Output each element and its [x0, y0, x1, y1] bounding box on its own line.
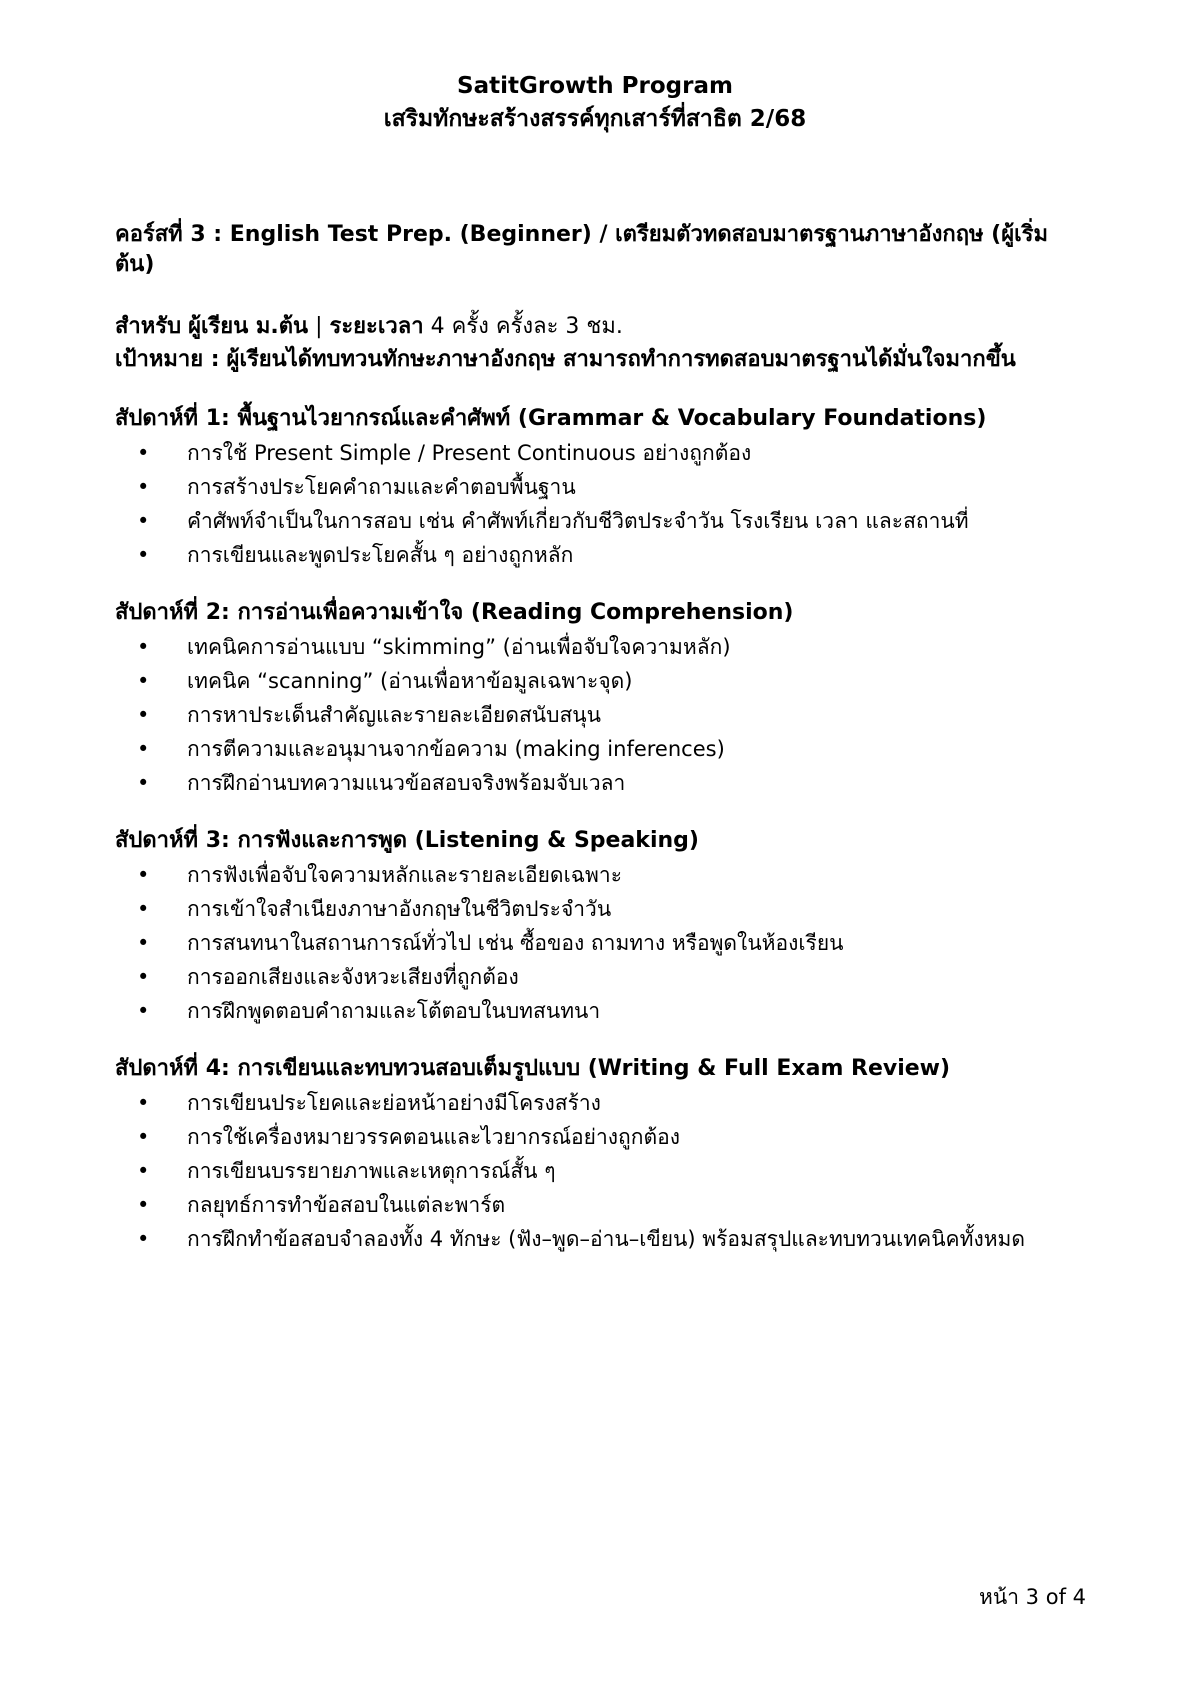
list-item-text: เทคนิค “scanning” (อ่านเพื่อหาข้อมูลเฉพาะจุด): [187, 669, 633, 693]
course-title: คอร์สที่ 3 : English Test Prep. (Beginner) / เตรียมตัวทดสอบมาตรฐานภาษาอังกฤษ (ผู้เริ่มต้น): [115, 222, 1048, 277]
list-item-text: การออกเสียงและจังหวะเสียงที่ถูกต้อง: [187, 965, 519, 989]
goal-label: เป้าหมาย :: [115, 347, 220, 372]
duration-label: ระยะเวลา: [329, 314, 424, 339]
bullet-icon: •: [137, 999, 150, 1023]
goal-value: ผู้เรียนได้ทบทวนทักษะภาษาอังกฤษ สามารถทำการทดสอบมาตรฐานได้มั่นใจมากขึ้น: [226, 347, 1016, 372]
list-item-text: การสนทนาในสถานการณ์ทั่วไป เช่น ซื้อของ ถามทาง หรือพูดในห้องเรียน: [187, 931, 844, 955]
bullet-icon: •: [137, 931, 150, 955]
bullet-icon: •: [137, 863, 150, 887]
bullet-icon: •: [137, 1159, 150, 1183]
week-section: [115, 824, 1075, 1028]
list-item-text: การเข้าใจสำเนียงภาษาอังกฤษในชีวิตประจำวัน: [187, 897, 612, 921]
week-section: [115, 596, 1075, 800]
list-item-text: การใช้เครื่องหมายวรรคตอนและไวยากรณ์อย่างถูกต้อง: [187, 1125, 680, 1149]
list-item: [115, 1120, 1075, 1154]
page-number: หน้า 3 of 4: [979, 1585, 1086, 1609]
list-item: [115, 698, 1075, 732]
program-title: SatitGrowth Program: [457, 73, 733, 99]
list-item: [115, 732, 1075, 766]
list-item-text: การเขียนประโยคและย่อหน้าอย่างมีโครงสร้าง: [187, 1091, 601, 1115]
list-item-text: การฝึกอ่านบทความแนวข้อสอบจริงพร้อมจับเวลา: [187, 771, 626, 795]
list-item: [115, 994, 1075, 1028]
bullet-icon: •: [137, 1227, 150, 1251]
list-item: [115, 926, 1075, 960]
list-item-text: การหาประเด็นสำคัญและรายละเอียดสนับสนุน: [187, 703, 602, 727]
bullet-icon: •: [137, 1125, 150, 1149]
list-item: [115, 1188, 1075, 1222]
week-section: [115, 1052, 1075, 1256]
list-item: [115, 960, 1075, 994]
list-item: [115, 470, 1075, 504]
program-subtitle: เสริมทักษะสร้างสรรค์ทุกเสาร์ที่สาธิต 2/68: [383, 106, 807, 132]
audience-value: ผู้เรียน ม.ต้น: [188, 314, 309, 339]
bullet-icon: •: [137, 441, 150, 465]
duration-value: 4 ครั้ง ครั้งละ 3 ชม.: [430, 314, 623, 339]
list-item-text: คำศัพท์จำเป็นในการสอบ เช่น คำศัพท์เกี่ยวกับชีวิตประจำวัน โรงเรียน เวลา และสถานที่: [187, 509, 969, 533]
week-title: สัปดาห์ที่ 3: การฟังและการพูด (Listening & Speaking): [115, 828, 699, 853]
list-item: [115, 504, 1075, 538]
list-item-text: การฝึกทำข้อสอบจำลองทั้ง 4 ทักษะ (ฟัง–พูด–อ่าน–เขียน) พร้อมสรุปและทบทวนเทคนิคทั้งหมด: [187, 1227, 1026, 1251]
list-item-text: การสร้างประโยคคำถามและคำตอบพื้นฐาน: [187, 475, 576, 499]
list-item: [115, 858, 1075, 892]
list-item-text: การฝึกพูดตอบคำถามและโต้ตอบในบทสนทนา: [187, 999, 601, 1023]
list-item: [115, 538, 1075, 572]
week-topic-list: [115, 630, 1075, 800]
audience-label: สำหรับ: [115, 314, 182, 339]
list-item: [115, 664, 1075, 698]
list-item: [115, 1086, 1075, 1120]
list-item-text: การเขียนบรรยายภาพและเหตุการณ์สั้น ๆ: [187, 1159, 556, 1183]
list-item-text: การเขียนและพูดประโยคสั้น ๆ อย่างถูกหลัก: [187, 543, 574, 567]
bullet-icon: •: [137, 475, 150, 499]
weekly-outline: [115, 402, 1075, 1256]
week-title: สัปดาห์ที่ 4: การเขียนและทบทวนสอบเต็มรูปแบบ (Writing & Full Exam Review): [115, 1056, 951, 1081]
list-item: [115, 1222, 1075, 1256]
meta-separator: |: [315, 314, 323, 339]
audience-line: [115, 310, 1075, 343]
list-item: [115, 766, 1075, 800]
bullet-icon: •: [137, 509, 150, 533]
week-title: สัปดาห์ที่ 1: พื้นฐานไวยากรณ์และคำศัพท์ (Grammar & Vocabulary Foundations): [115, 406, 987, 431]
bullet-icon: •: [137, 669, 150, 693]
goal-line: [115, 343, 1075, 376]
bullet-icon: •: [137, 1193, 150, 1217]
list-item: [115, 630, 1075, 664]
list-item-text: การฟังเพื่อจับใจความหลักและรายละเอียดเฉพาะ: [187, 863, 622, 887]
list-item: [115, 1154, 1075, 1188]
bullet-icon: •: [137, 737, 150, 761]
week-section: [115, 402, 1075, 572]
document-body: [115, 220, 1075, 1280]
list-item: [115, 436, 1075, 470]
course-meta: [115, 310, 1075, 376]
week-topic-list: [115, 858, 1075, 1028]
week-topic-list: [115, 1086, 1075, 1256]
list-item-text: เทคนิคการอ่านแบบ “skimming” (อ่านเพื่อจับใจความหลัก): [187, 635, 731, 659]
document-header: [0, 70, 1190, 136]
list-item-text: การตีความและอนุมานจากข้อความ (making inferences): [187, 737, 725, 761]
bullet-icon: •: [137, 965, 150, 989]
list-item: [115, 892, 1075, 926]
bullet-icon: •: [137, 635, 150, 659]
week-topic-list: [115, 436, 1075, 572]
list-item-text: การใช้ Present Simple / Present Continuous อย่างถูกต้อง: [187, 441, 752, 465]
list-item-text: กลยุทธ์การทำข้อสอบในแต่ละพาร์ต: [187, 1193, 506, 1217]
bullet-icon: •: [137, 1091, 150, 1115]
bullet-icon: •: [137, 543, 150, 567]
bullet-icon: •: [137, 897, 150, 921]
bullet-icon: •: [137, 771, 150, 795]
bullet-icon: •: [137, 703, 150, 727]
week-title: สัปดาห์ที่ 2: การอ่านเพื่อความเข้าใจ (Reading Comprehension): [115, 600, 794, 625]
